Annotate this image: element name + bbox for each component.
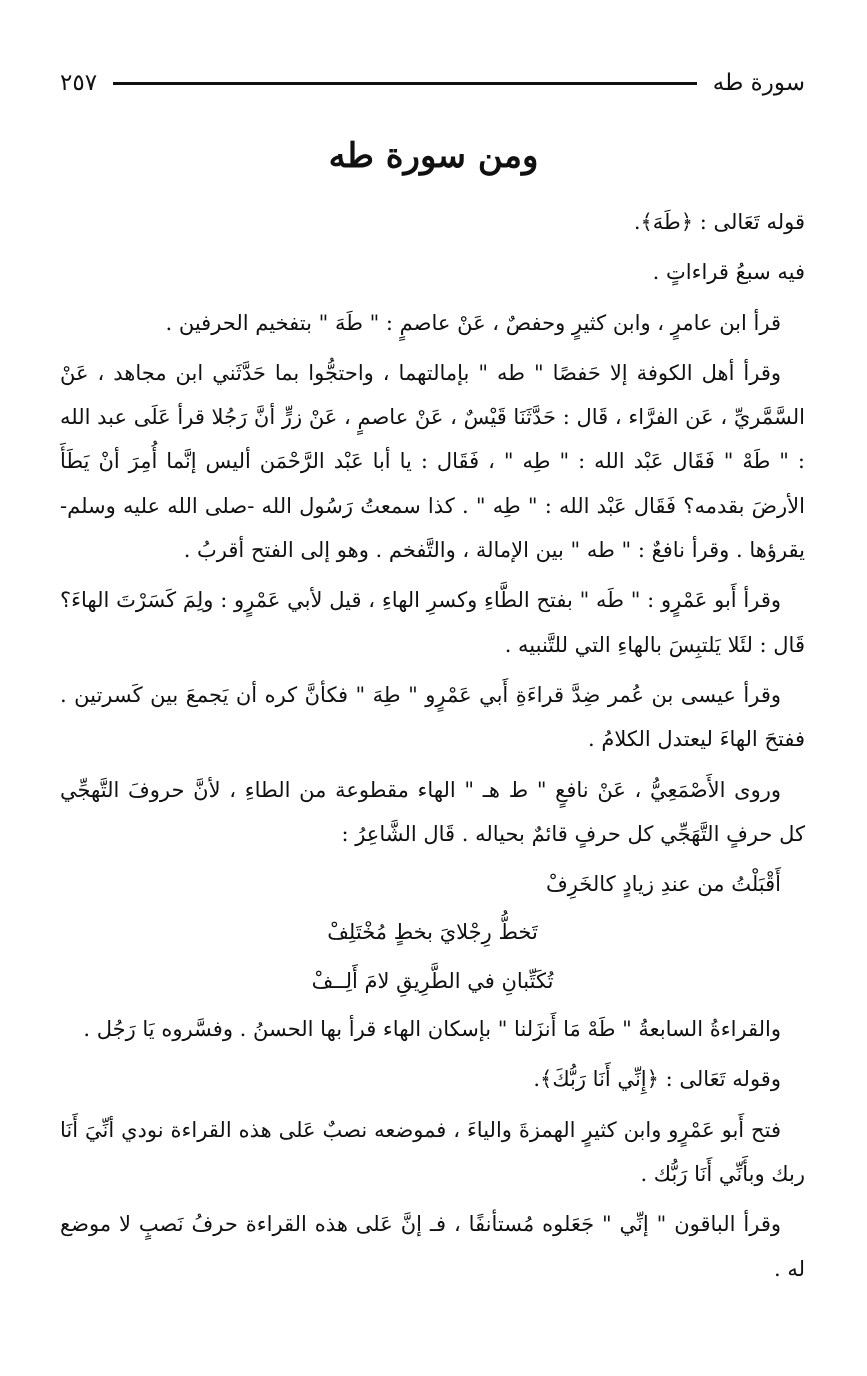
- poem-line: تَخطُّ رِجْلايَ بخطٍ مُخْتَلِفْ: [327, 920, 538, 945]
- poem-line: تُكَتِّبانِ في الطَّرِيقِ لامَ أَلِــفْ: [311, 968, 554, 993]
- running-header: [60, 66, 805, 100]
- poem-line: أَقْبَلْتُ من عندِ زيادٍ كالخَرِفْ: [545, 872, 781, 897]
- paragraph: قرأ ابن عامرٍ ، وابن كثيرٍ وحفصٌ ، عَنْ عاصمٍ : " طَهَ " بتفخيم الحرفين .: [165, 310, 781, 335]
- chapter-title: ومن سورة طه: [328, 136, 539, 176]
- paragraph: قوله تَعَالى : ﴿طَهَ﴾.: [633, 210, 805, 234]
- running-title: سورة طه: [712, 70, 805, 96]
- paragraph: وقرأ أهل الكوفة إلا حَفصًا " طه " بإمالتهما ، واحتجُّوا بما حَدَّثَني ابن مجاهد ، عَنْ السَّمَّريِّ ، عَن الفرَّاء ، قَال : حَدَّثَنَا قَيْسٌ ، عَنْ عاصمٍ ، عَنْ زرٍّ أنَّ رَجُلا قرأ عَلَى عبد الله : " طَهْ " فَقَال عَبْد الله : " طِه " ، فَقَال : يا أبا عَبْد الرَّحْمَن أليس إنَّما أُمِرَ أنْ يَطَأَ الأرضَ بقدمه؟ فَقَال عَبْد الله : " طِه " . كذا سمعتُ رَسُول الله -صلى الله عليه وسلم- يقرؤها . وقرأ نافعٌ : " طه " بين الإمالة ، والتَّفخم . وهو إلى الفتح أقربُ .: [60, 360, 805, 563]
- page-number: ٢٥٧: [60, 70, 98, 96]
- paragraph: وروى الأَصْمَعِيُّ ، عَنْ نافعٍ " ط هـ " الهاء مقطوعة من الطاءِ ، لأنَّ حروفَ التَّهجِّي كل حرفٍ التَّهَجِّي كل حرفٍ قائمٌ بحياله . قَال الشَّاعِرُ :: [60, 777, 805, 846]
- paragraph: والقراءةُ السابعةُ " طَهْ مَا أَنزَلنا " بإسكان الهاء قرأ بها الحسنُ . وفسَّروه يَا رَجُل .: [83, 1017, 781, 1042]
- paragraph: وقرأ عيسى بن عُمر ضِدَّ قراءَةِ أَبي عَمْرٍو " طِهَ " فكأنَّ كره أن يَجمعَ بين كَسرتين . ففتحَ الهاءَ ليعتدل الكلامُ .: [60, 682, 805, 752]
- paragraph: وقرأ الباقون " إنِّي " جَعَلوه مُستأنفًا ، فـ إنَّ عَلى هذه القراءة حرفُ نَصبٍ لا موضع له .: [60, 1212, 805, 1281]
- paragraph: وقرأ أَبو عَمْرٍو : " طَه " بفتح الطَّاءِ وكسرِ الهاءِ ، قيل لأبي عَمْرٍو : ولِمَ كَسَرْتَ الهاءَ؟ قَال : لئَلا يَلتبِسَ بالهاءِ التي للتَّنبيه .: [60, 588, 805, 657]
- paragraph: فيه سبعُ قراءاتٍ .: [652, 260, 805, 285]
- paragraph: فتح أَبو عَمْرٍو وابن كثيرٍ الهمزةَ والياءَ ، فموضعه نصبٌ عَلى هذه القراءة نودي أنِّيَ أَنَا ربك وبأَنِّي أَنَا رَبُّك .: [60, 1117, 805, 1186]
- paragraph: وقوله تَعَالى : ﴿إِنِّي أَنَا رَبُّكَ﴾.: [533, 1067, 781, 1092]
- body-text: [60, 200, 805, 1297]
- header-rule: [113, 82, 697, 85]
